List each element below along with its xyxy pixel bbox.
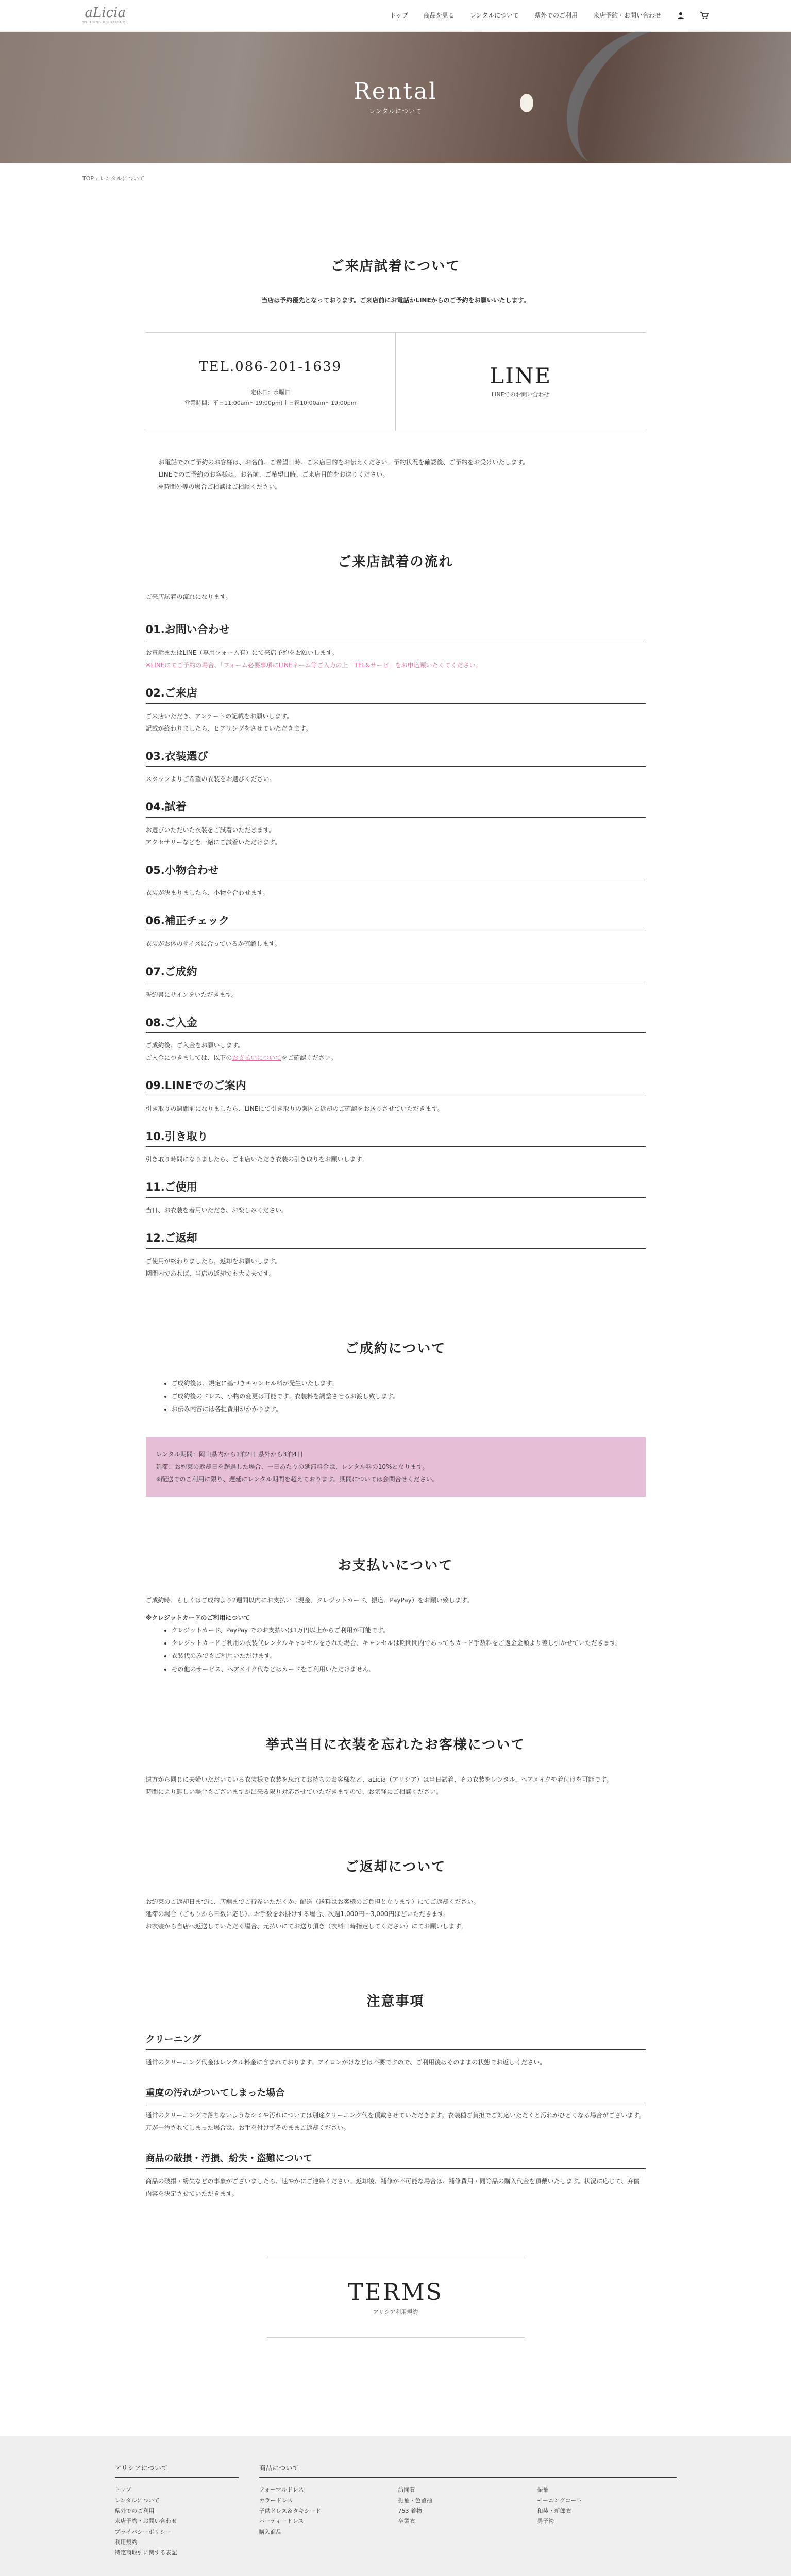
contract-title: ご成約について [345, 1341, 446, 1357]
footer-link[interactable]: 振袖・色留袖 [398, 2497, 432, 2504]
list-item: • お伝み内容には各提費用がかかります。 [172, 1403, 646, 1416]
box-line: ※配送でのご利用に限り、遅延にレンタル期間を超えております。期間については会問合せください。 [156, 1475, 439, 1483]
flow-intro: ご来店試着の流れになります。 [145, 593, 232, 601]
step-title: 07.ご成約 [146, 963, 646, 982]
flow-title: ご来店試着の流れ [338, 554, 453, 570]
hero-banner [0, 32, 791, 163]
step-text: 当日、お衣装を着用いただき、お楽しみください。 [145, 1207, 288, 1214]
box-line: レンタル期間：岡山県内から1泊2日 県外から3泊4日 [156, 1450, 304, 1458]
terms-title[interactable]: TERMS [348, 2279, 443, 2306]
hero-subtitle: レンタルについて [369, 107, 422, 115]
breadcrumb-current: レンタルについて [99, 175, 145, 182]
footer-link[interactable]: 来店予約・お問い合わせ [114, 2518, 177, 2525]
step-text: ご来店いただき、アンケートの記載をお願いします。 [145, 712, 293, 720]
visit-notes [159, 456, 633, 493]
footer-link[interactable]: フォーマルドレス [259, 2486, 304, 2494]
step-text [146, 1052, 646, 1064]
step-text: アクセサリーなどを一緒にご試着いただけます。 [145, 838, 281, 846]
footer-link[interactable]: 子供ドレス＆タキシード [259, 2507, 322, 2515]
breadcrumb-separator: › [95, 175, 98, 182]
nav-item-reservation[interactable]: 来店予約・お問い合わせ [593, 12, 661, 20]
footer-link[interactable]: レンタルについて [114, 2497, 160, 2504]
step-text: ご使用が終わりましたら、返却をお願いします。 [145, 1257, 281, 1265]
nav-item-products[interactable]: 商品を見る [423, 12, 455, 20]
step-text-post: をご確認ください。 [281, 1054, 338, 1062]
terms-link[interactable] [267, 2257, 525, 2338]
logo-text[interactable]: aLicia [85, 5, 126, 21]
step-text-pre: ご入金につきましては、以下の [145, 1054, 232, 1062]
visit-title: ご来店試着について [330, 258, 461, 274]
list-item: • ご成約後は、規定に基づきキャンセル料が発生いたします。 [172, 1377, 646, 1390]
terms-subtitle: アリシア利用規約 [373, 2309, 418, 2316]
list-item: • クレジットカード、PayPay でのお支払いは1万円以上からご利用が可能です。 [172, 1624, 646, 1637]
line-button[interactable]: LINE [490, 363, 552, 389]
step-title: 06.補正チェック [146, 912, 646, 931]
nav-item-rental[interactable]: レンタルについて [469, 12, 519, 20]
note-line: お電話でのご予約のお客様は、お名前、ご希望日時、ご来店目的をお伝えください。予約状況を確認後、ご予約をお受けいたします。 [158, 459, 529, 466]
step-title: 02.ご来店 [146, 685, 646, 704]
forgot-title: 挙式当日に衣装を忘れたお客様について [265, 1737, 526, 1753]
footer-link[interactable]: 訪問着 [398, 2486, 415, 2494]
forgot-text: 時間により難しい場合もございますが出来る限り対応させていただきますので、お気軽にご相談ください。 [145, 1788, 443, 1796]
footer-link[interactable]: 購入商品 [259, 2528, 282, 2535]
footer-nav [0, 2436, 791, 2576]
footer-link[interactable]: 和装・新郎衣 [537, 2507, 571, 2515]
flow-step [146, 685, 646, 735]
footer-link[interactable]: カラードレス [259, 2497, 293, 2504]
note-line: LINEでのご予約のお客様は、お名前、ご希望日時、ご来店目的をお送りください。 [158, 471, 389, 479]
list-item: • 衣装代のみでもご利用いただけます。 [172, 1650, 646, 1663]
step-text: ご成約後、ご入金をお願いします。 [145, 1042, 244, 1049]
step-title: 11.ご使用 [146, 1179, 646, 1198]
step-note: ※LINEにてご予約の場合、「フォーム必要事項にLINEネーム等ご入力の上「TEL&サービ」をお申込願いたくてください。 [145, 662, 482, 669]
contact-box [146, 332, 646, 431]
return-text: 延滞の場合（ごもりから日数に応じ）、お手数をお掛けする場合、次週1,000円〜3,000円ほどいただきます。 [145, 1910, 450, 1918]
rental-period-box [146, 1437, 646, 1497]
step-text: 衣装が決まりましたら、小物を合わせます。 [145, 889, 269, 897]
contract-list [146, 1377, 646, 1416]
footer-link[interactable]: プライバシーポリシー [114, 2528, 171, 2535]
payment-list [146, 1624, 646, 1676]
step-text: 記載が終わりましたら、ヒアリングをさせていただきます。 [145, 724, 312, 732]
list-item: • クレジットカードご利用の衣装代レンタルキャンセルをされた場合、キャンセルは期間間内であってもカード手数料をご返金金額より差し引かせていただきます。 [172, 1637, 646, 1650]
caution-subhead: クリーニング [146, 2032, 646, 2050]
footer-link[interactable]: 振袖 [537, 2486, 549, 2494]
site-logo[interactable] [82, 6, 128, 25]
step-title: 12.ご返却 [146, 1230, 646, 1249]
step-text: スタッフよりご希望の衣装をお選びください。 [145, 775, 276, 783]
flow-step [146, 862, 646, 900]
caution-subhead: 商品の破損・汚損、紛失・盗難について [146, 2151, 646, 2169]
phone-contact [146, 333, 396, 431]
phone-number[interactable]: TEL.086-201-1639 [199, 359, 342, 375]
flow-step [146, 1128, 646, 1166]
flow-step [146, 1014, 646, 1064]
footer-link[interactable]: 県外でのご利用 [114, 2507, 155, 2515]
caution-title: 注意事項 [366, 1994, 425, 2010]
flow-step [146, 621, 646, 671]
flow-step [146, 963, 646, 1001]
main-content [146, 254, 646, 2338]
caution-text: 通常のクリーニングで落ちないようなシミや汚れについては別途クリーニング代を頂戴させていただきます。衣装種ご負担でご対応いただくと汚れがひどくなる場合がございます。万が一汚されてしまった場合は、お手を付けずそのままご返却ください。 [145, 2112, 645, 2132]
flow-step [146, 748, 646, 786]
box-line: 延滞：お約束の返却日を超過した場合、一日あたりの延滞料金は、レンタル料の10%となります。 [156, 1463, 429, 1470]
line-label: LINEでのお問い合わせ [491, 391, 550, 398]
cart-icon[interactable] [700, 11, 709, 20]
flow-step [146, 799, 646, 849]
logo-subtext: WEDDING BRIDALSHOP [82, 20, 128, 24]
footer-link[interactable]: トップ [114, 2486, 132, 2494]
footer-col-products [259, 2463, 677, 2558]
step-title: 10.引き取り [146, 1128, 646, 1147]
footer-link[interactable]: 753 着物 [398, 2507, 422, 2515]
step-title: 05.小物合わせ [146, 862, 646, 881]
flow-step [146, 1077, 646, 1115]
nav-item-top[interactable]: トップ [390, 12, 408, 20]
list-item: • ご成約後のドレス、小物の変更は可能です。衣装料を調整させるお渡し致します。 [172, 1390, 646, 1403]
footer-col-title: アリシアについて [115, 2463, 239, 2478]
return-text: お約束のご返却日までに、店舗までご持参いただくか、配送（送料はお客様のご負担となります）にてご返却ください。 [145, 1898, 480, 1906]
step-title: 08.ご入金 [146, 1014, 646, 1033]
return-title: ご返却について [345, 1859, 446, 1875]
main-nav [390, 10, 709, 22]
flow-step [146, 1230, 646, 1280]
site-header [0, 0, 791, 32]
nav-item-outside[interactable]: 県外でのご利用 [534, 12, 578, 20]
breadcrumb [0, 163, 791, 195]
caution-subhead: 重度の汚れがついてしまった場合 [146, 2086, 646, 2104]
footer-col-about [115, 2463, 239, 2558]
footer-link[interactable]: 卒業衣 [398, 2518, 415, 2525]
breadcrumb-home[interactable]: TOP [82, 175, 94, 182]
footer-link[interactable]: モーニングコート [537, 2497, 582, 2504]
visit-lead: 当店は予約優先となっております。ご来店前にお電話かLINEからのご予約をお願いいたします。 [261, 297, 530, 304]
forgot-text: 遠方から同じに夫婦いただいている衣装様で衣装を忘れてお持ちのお客様など、aLicia（アリシア）は当日試着、その衣装をレンタル、ヘアメイクや着付けを可能です。 [145, 1776, 613, 1784]
caution-text: 通常のクリーニング代金はレンタル料金に含まれております。アイロンがけなどは不要ですので、ご利用後はそのままの状態でお返しください。 [145, 2058, 546, 2066]
site-footer [0, 2436, 791, 2576]
payment-title: お支払いについて [338, 1557, 453, 1573]
note-line: ※時間外等の場合ご相談はご相談ください。 [158, 483, 281, 491]
footer-link[interactable]: 利用規約 [114, 2539, 138, 2546]
step-title: 03.衣装選び [146, 748, 646, 767]
payment-subhead: ※クレジットカードのご利用について [145, 1614, 250, 1621]
user-icon[interactable] [677, 11, 685, 20]
closed-day: 定休日：水曜日 [250, 388, 291, 396]
line-contact[interactable] [396, 333, 646, 431]
step-title: 01.お問い合わせ [146, 621, 646, 640]
step-title: 04.試着 [146, 799, 646, 818]
step-text: お選びいただいた衣装をご試着いただきます。 [145, 826, 275, 834]
step-text: 引き取り時間になりましたら、ご来店いただき衣装の引き取りをお願いします。 [145, 1156, 368, 1163]
caution-text: 商品の破損・紛失などの事象がございましたら、速やかにご連絡ください。返却後、補修が不可能な場合は、補修費用・同等品の購入代金を頂戴いたします。状況に応じて、弁償内容を決定させていただきます。 [145, 2178, 640, 2198]
step-title: 09.LINEでのご案内 [146, 1077, 646, 1096]
list-item: • その他のサービス、ヘアメイク代などはカードをご利用いただけません。 [172, 1663, 646, 1676]
return-text: お衣装から自店へ返送していただく場合、元払いにてお送り頂き（衣料日時指定してください）にてお願いします。 [145, 1923, 467, 1930]
step-text: 引き取りの週間前になりましたら、LINEにて引き取りの案内と返却のご確認をお送りさせていただきます。 [145, 1105, 444, 1112]
step-text: 誓約書にサインをいただきます。 [145, 991, 238, 998]
hero-title: Rental [353, 78, 438, 105]
step-text: お電話またはLINE（専用フォーム有）にて来店予約をお願いします。 [145, 649, 338, 657]
footer-link[interactable]: パーティードレス [259, 2518, 304, 2525]
flow-step [146, 912, 646, 950]
step-text: 衣装がお体のサイズに合っているか確認します。 [145, 940, 281, 948]
footer-link[interactable]: 男子袴 [537, 2518, 554, 2525]
payment-intro: ご成約時、もしくはご成約より2週間以内にお支払い（現金、クレジットカード、振込、PayPay）をお願い致します。 [145, 1596, 473, 1604]
payment-link[interactable]: お支払いについて [232, 1054, 282, 1062]
footer-col-title: 商品について [259, 2463, 677, 2478]
flow-step [146, 1179, 646, 1216]
business-hours: 営業時間：平日11:00am〜19:00pm(土日祝10:00am〜19:00pm [184, 399, 357, 406]
step-text: 期間内であれば、当店の返却でも大丈夫です。 [145, 1269, 275, 1277]
footer-link[interactable]: 特定商取引に関する表記 [114, 2549, 177, 2556]
